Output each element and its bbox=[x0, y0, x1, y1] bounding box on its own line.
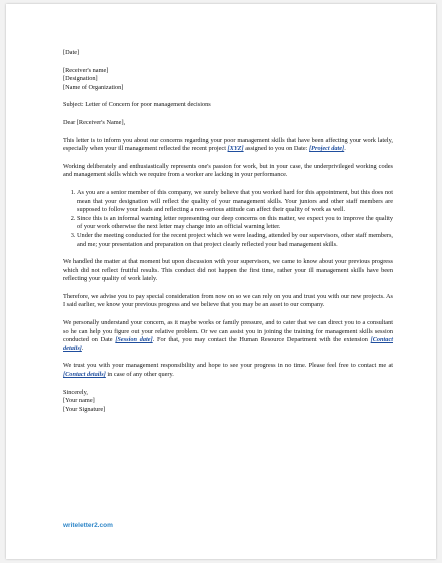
brand-link[interactable]: writeletter2.com bbox=[63, 522, 113, 529]
closing-block bbox=[63, 389, 393, 415]
letter-page bbox=[6, 4, 436, 559]
closing-sincerely: Sincerely, bbox=[63, 388, 88, 396]
receiver-designation: [Designation] bbox=[63, 75, 98, 83]
recipient-block bbox=[63, 67, 393, 93]
salutation: Dear [Receiver's Name], bbox=[63, 118, 126, 126]
paragraph-advice: Therefore, we advise you to pay special consideration from now on so we can rely on you and trust you with our new projects. As I said earlier, we know your previous progress and we believe that you may be an asset to our company. bbox=[63, 292, 393, 309]
trust-text: We trust you with your management responsibility and hope to see your progress in no time. Please feel free to contact me at bbox=[63, 362, 393, 370]
list-item: 3. Under the meeting conducted for the recent project which we were leading, attended by our supervisors, other staff members, and me; your presentation and preparation on that project clearly reflected your bad management skills. bbox=[77, 232, 393, 249]
contact-details-placeholder-2: [Contact details] bbox=[63, 371, 106, 379]
support-end: . bbox=[81, 344, 84, 352]
date-block bbox=[63, 49, 393, 58]
letter-body bbox=[63, 49, 393, 423]
project-placeholder: [XYZ] bbox=[227, 145, 244, 153]
closing-signature: [Your Signature] bbox=[63, 405, 106, 413]
list-item: 2. Since this is an informal warning letter representing our deep concerns on this matter, we expect you to improve the quality of your work otherwise the next letter may change into an official warning letter. bbox=[77, 215, 393, 232]
intro-end: . bbox=[344, 145, 346, 153]
intro-mid: assigned to you on Date: bbox=[243, 145, 310, 153]
paragraph-performance: Working deliberately and enthusiastically represents one's passion for work, but in your case, the underprivileged working codes and management skills which we require from a worker are lacking in your performance. bbox=[63, 162, 393, 179]
concerns-list bbox=[63, 189, 393, 249]
paragraph-trust bbox=[63, 362, 393, 379]
paragraph-intro bbox=[63, 137, 393, 154]
subject-line: Subject: Letter of Concern for poor management decisions bbox=[63, 101, 211, 109]
project-date-placeholder: [Project date] bbox=[309, 145, 345, 153]
contact-details-placeholder: [Contact details] bbox=[63, 336, 393, 352]
receiver-name: [Receiver's name] bbox=[63, 66, 109, 74]
intro-text: This letter is to inform you about our concerns regarding your poor management skills that have been affecting your work lately, especially when your ill management reflected the recent project bbox=[63, 136, 393, 153]
support-mid: . For that, you may contact the Human Resource Department with the extension bbox=[152, 336, 371, 344]
support-text: We personally understand your concern, as it maybe works or family pressure, and to cater that we can direct you to a consultant so he can help you figure out your relative problem. Or we can assist you in joining the training for management skills session conducted on Date bbox=[63, 319, 393, 344]
trust-end: in case of any other query. bbox=[105, 371, 174, 379]
closing-name: [Your name] bbox=[63, 397, 95, 405]
date-line: [Date] bbox=[63, 49, 80, 56]
list-item: 1. As you are a senior member of this company, we surely believe that you worked hard for this appointment, but this does not mean that your designation will reflect the quality of your management skills. Your juniors and other staff members are supposed to follow your leads and reflecting a non-serious attitude can affect their quality of work as well. bbox=[77, 189, 393, 215]
paragraph-support bbox=[63, 319, 393, 353]
session-date-placeholder: [Session date] bbox=[115, 336, 153, 344]
receiver-organization: [Name of Organization] bbox=[63, 83, 124, 91]
paragraph-handling: We handled the matter at that moment but upon discussion with your supervisors, we came to know about your previous progress which did not reflect fruitful results. This conduct did not happen the first time, rather your ill management skills have been reflecting your quality of work lately. bbox=[63, 258, 393, 283]
